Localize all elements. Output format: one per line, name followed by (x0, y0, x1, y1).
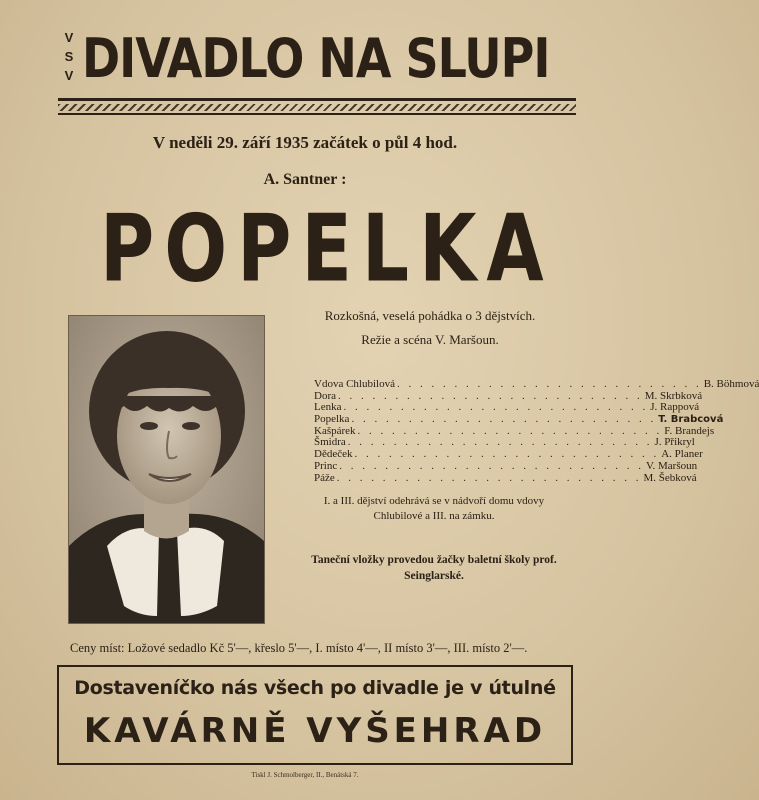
dance-note: Taneční vložky provedou žačky baletní školy prof. Seinglarské. (311, 554, 557, 582)
play-subtitle: Rozkošná, veselá pohádka o 3 dějstvích. (324, 308, 536, 323)
play-title: POPELKA (100, 195, 554, 303)
leader-dots: . . . . . . . . . . . . . . . . . . . . . . . . . . . (396, 378, 702, 390)
cast-actor: T. Brabcová (658, 414, 724, 426)
cast-actor: B. Böhmová (703, 378, 759, 390)
cast-role: Páže (314, 471, 335, 484)
cast-actor: M. Šebková (643, 471, 697, 484)
setting-note: I. a III. dějství odehrává se v nádvoří domu vdovy Chlubilové a III. na zámku. (323, 495, 545, 522)
side-letter: V (64, 68, 74, 83)
side-letter: V (64, 30, 74, 45)
cast-row (314, 413, 724, 426)
cast-actor: J. Přikryl (654, 436, 695, 449)
side-letters (60, 28, 78, 85)
ad-line-2: KAVÁRNĚ VYŠEHRAD (83, 711, 547, 751)
cafe-advertisement (57, 665, 573, 765)
cast-row (314, 378, 759, 391)
side-letter: S (64, 49, 74, 64)
ticket-prices: Ceny míst: Ložové sedadlo Kč 5'—, křeslo 5'—, I. místo 4'—, II místo 3'—, III. místo 2'—. (70, 641, 528, 655)
leader-dots: . . . . . . . . . . . . . . . . . . . . . . . . . . . (357, 424, 663, 437)
printer-credit: Tiskl J. Schmolberger, II., Benátská 7. (251, 771, 359, 779)
portrait-photo (68, 315, 265, 624)
cast-row (314, 459, 698, 473)
cast-role: Vdova Chlubilová (314, 378, 395, 390)
cast-role: Kašpárek (314, 424, 356, 437)
cast-row (314, 471, 697, 485)
cast-role: Dědeček (314, 448, 353, 461)
leader-dots: . . . . . . . . . . . . . . . . . . . . . . . . . . . (343, 401, 649, 414)
leader-dots: . . . . . . . . . . . . . . . . . . . . . . . . . . . (336, 471, 642, 484)
ornamental-border (58, 104, 576, 111)
cast-role: Popelka (314, 413, 350, 426)
cast-actor: M. Skrbková (644, 389, 703, 402)
masthead-rule (58, 98, 576, 101)
leader-dots: . . . . . . . . . . . . . . . . . . . . . . . . . . . (347, 436, 653, 449)
leader-dots: . . . . . . . . . . . . . . . . . . . . . . . . . . . (339, 459, 644, 472)
cast-role: Dora (314, 389, 336, 402)
cast-actor: V. Maršoun (645, 459, 698, 472)
leader-dots: . . . . . . . . . . . . . . . . . . . . . . . . . . . (351, 413, 657, 426)
masthead-rule-lower (58, 113, 576, 115)
masthead-title: DIVADLO NA SLUPI (82, 26, 550, 90)
performance-date: V neděli 29. září 1935 začátek o půl 4 hod. (152, 133, 458, 152)
cast-actor: J. Rappová (650, 401, 700, 414)
cast-role: Lenka (314, 401, 342, 414)
ad-line-1: Dostaveníčko nás všech po divadle je v útulné (74, 677, 556, 699)
cast-list (314, 378, 759, 484)
direction-credit: Režie a scéna V. Maršoun. (361, 332, 499, 347)
leader-dots: . . . . . . . . . . . . . . . . . . . . . . . . . . . (354, 448, 660, 461)
cast-actor: F. Brandejs (664, 424, 715, 437)
cast-actor: A. Planer (661, 448, 703, 461)
cast-role: Princ (314, 459, 338, 472)
portrait-illustration (69, 316, 264, 623)
cast-role: Šmidra (314, 436, 346, 449)
leader-dots: . . . . . . . . . . . . . . . . . . . . . . . . . . . (338, 389, 643, 402)
author: A. Santner : (263, 171, 347, 188)
